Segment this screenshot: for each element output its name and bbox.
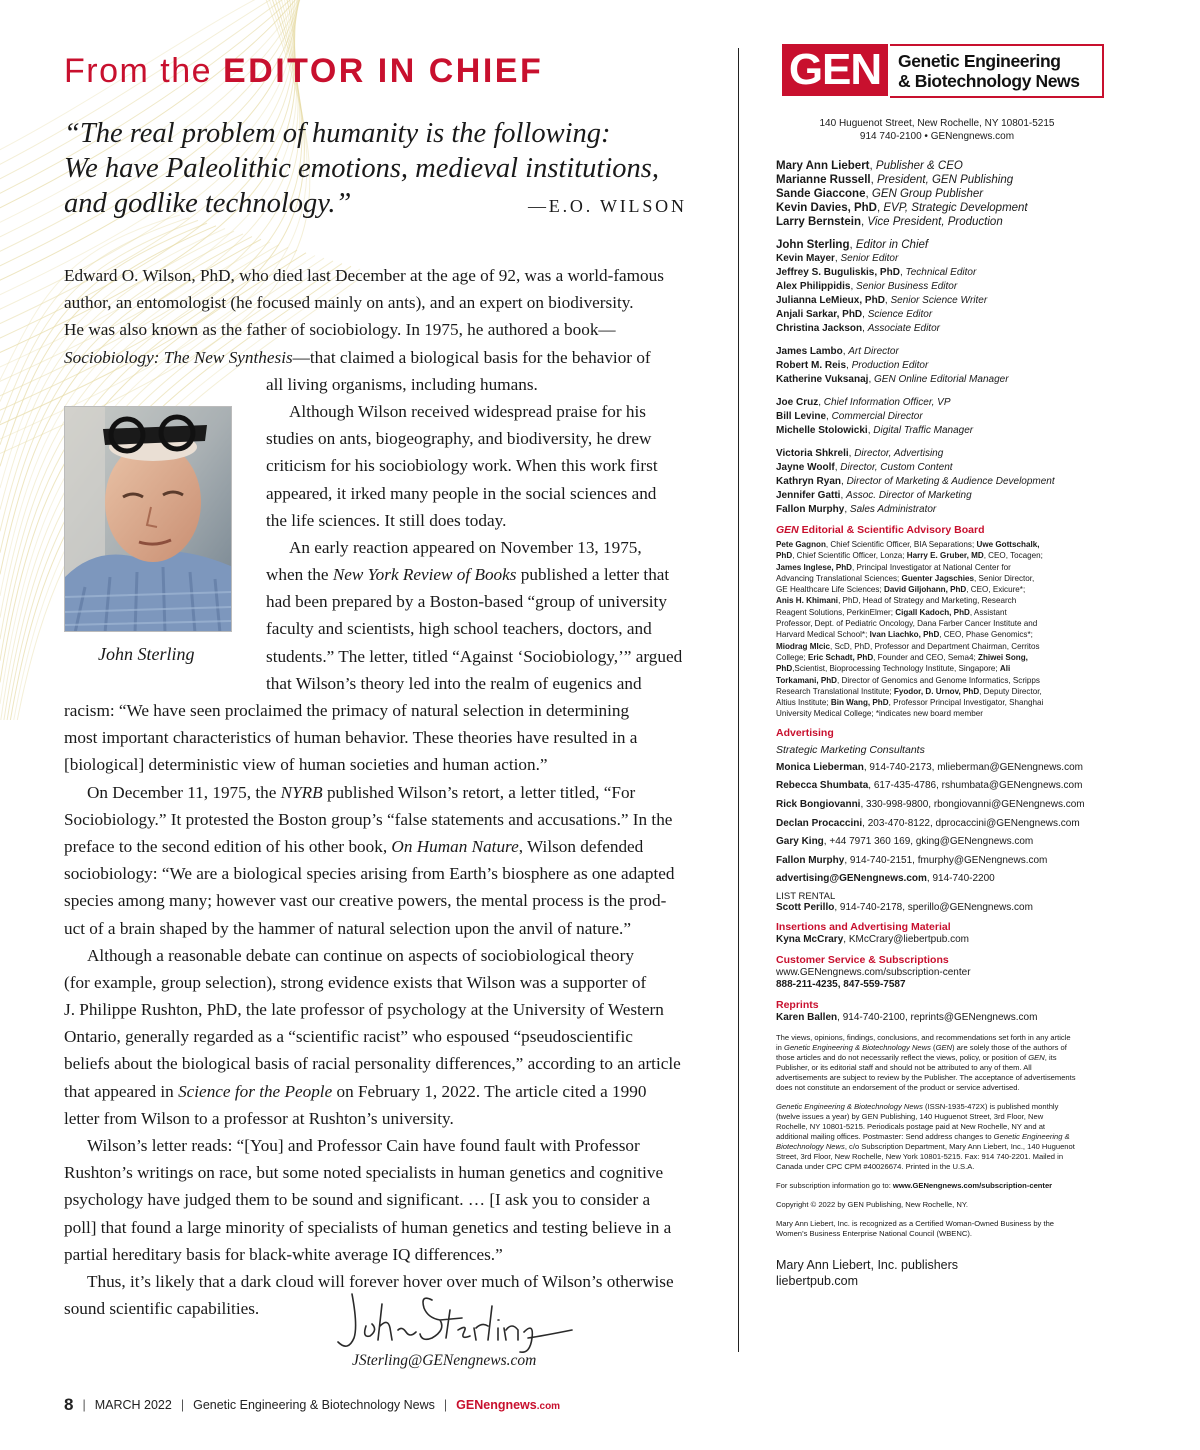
masthead-entry: Joe Cruz, Chief Information Officer, VP: [776, 397, 951, 408]
site-link-text: GENengnews: [456, 1398, 537, 1412]
heading-prefix: From the: [64, 52, 213, 90]
publication-title: Science for the People: [178, 1081, 333, 1101]
heading-gen: GEN: [776, 524, 799, 536]
logo-line: Genetic Engineering: [898, 51, 1061, 71]
member-desc: ,Scientist, Bioprocessing Technology Institute, Singapore;: [792, 664, 1000, 674]
person-role: Science Editor: [867, 309, 933, 320]
advisory-board-list: [776, 539, 1044, 720]
person-role: Senior Science Writer: [890, 295, 988, 306]
member-name: Eric Schadt, PhD: [807, 652, 874, 662]
contact-name: Monica Lieberman: [776, 761, 864, 773]
article-line: Edward O. Wilson, PhD, who died last December at the age of 92, was a world-famous: [64, 266, 664, 285]
fine-italic: Genetic Engineering & Biotechnology News: [776, 1101, 923, 1111]
publisher-name: Mary Ann Liebert, Inc. publishers: [776, 1257, 959, 1272]
contact-name: Kyna McCrary: [776, 934, 844, 946]
member-name: Fyodor, D. Urnov, PhD: [893, 686, 980, 696]
member-name: David Giljohann, PhD: [883, 585, 967, 595]
subscription-url: www.GENengnews.com/subscription-center: [776, 966, 971, 978]
author-photo: [64, 406, 232, 632]
article-text: that appeared in: [64, 1081, 179, 1101]
person-role: Senior Business Editor: [856, 281, 958, 292]
advisory-board-heading: [776, 524, 1132, 537]
contact-info: , 914-740-2200: [926, 873, 995, 885]
fine-text: The views, opinions, findings, conclusions, and recommendations set forth in any article in: [776, 1032, 1071, 1052]
masthead-entry: Michelle Stolowicki, Digital Traffic Manager: [776, 425, 974, 436]
article-line: letter from Wilson to a professor at Rushton’s university.: [64, 1108, 454, 1128]
member-desc: , Professor Principal Investigator, Shanghai University Medical College; *indicates new board member: [776, 698, 1044, 719]
publisher-address: [776, 118, 1098, 143]
person-name: Michelle Stolowicki: [776, 425, 868, 436]
disclaimer: [776, 1033, 1076, 1093]
masthead-entry: Katherine Vuksanaj, GEN Online Editorial Manager: [776, 374, 1009, 385]
person-role: Publisher & CEO: [875, 160, 963, 172]
person-role: Digital Traffic Manager: [873, 425, 974, 436]
article-line: criticism for his sociobiology work. When this work first: [266, 456, 658, 476]
article-line: students.” The letter, titled “Against ‘Sociobiology,’” argued: [266, 646, 683, 666]
article-line: [biological] deterministic view of human societies and human action.”: [64, 755, 548, 775]
issue-date: MARCH 2022: [94, 1398, 172, 1412]
contact-info: , 330-998-9800, rbongiovanni@GENengnews.com: [860, 798, 1085, 810]
article-line: had been prepared by a Boston-based “group of university: [266, 592, 667, 612]
article-line: sociobiology: “We are a biological species arising from Earth’s biosphere as one adapted: [64, 864, 675, 884]
article-line: faculty and scientists, high school teachers, doctors, and: [266, 619, 652, 639]
masthead-entry: John Sterling, Editor in Chief: [776, 239, 929, 251]
masthead-entry: Kathryn Ryan, Director of Marketing & Audience Development: [776, 476, 1055, 487]
article-text: on February 1, 2022. The article cited a 1990: [332, 1081, 647, 1101]
page-footer: [64, 1395, 560, 1415]
article-line: [64, 1078, 714, 1105]
person-role: Production Editor: [851, 360, 929, 371]
person-role: Assoc. Director of Marketing: [846, 490, 972, 501]
member-desc: , CEO, Exicure*;: [966, 585, 1026, 595]
person-name: Anjali Sarkar, PhD: [776, 309, 863, 320]
person-name: Kevin Mayer: [776, 253, 835, 264]
member-desc: , Chief Scientific Officer, Lonza;: [792, 551, 907, 561]
member-name: Cigall Kadoch, PhD: [895, 607, 970, 617]
masthead-entry: Christina Jackson, Associate Editor: [776, 323, 940, 334]
masthead-entry: Victoria Shkreli, Director, Advertising: [776, 448, 944, 459]
author-portrait-illustration: [65, 407, 232, 632]
article-line: the life sciences. It still does today.: [266, 510, 507, 530]
address-line: 914 740-2100 • GENengnews.com: [859, 130, 1015, 142]
contact-name: Rick Bongiovanni: [776, 798, 861, 810]
person-role: Director of Marketing & Audience Development: [846, 476, 1055, 487]
masthead-entry: Anjali Sarkar, PhD, Science Editor: [776, 309, 933, 320]
contact-name: Gary King: [776, 836, 824, 848]
advertising-heading: Advertising: [776, 726, 834, 739]
member-name: Guenter Jagschies: [901, 573, 974, 583]
fine-text: (ISSN-1935-472X) is published monthly (twelve issues a year) by GEN Publishing, 140 Huguenot Street, 3rd Floor, New Rochelle, NY 10801-5215. Periodicals postage paid at New Rochelle, NY and at additional mailing offices. Postmaster: Send address changes to: [776, 1101, 1059, 1141]
person-role: Senior Editor: [840, 253, 899, 264]
publisher-site[interactable]: liebertpub.com: [776, 1273, 858, 1288]
contact-name: Karen Ballen: [776, 1011, 838, 1023]
fine-italic: Genetic Engineering & Biotechnology News: [784, 1042, 931, 1052]
list-rental-label: LIST RENTAL: [776, 890, 836, 902]
masthead-entry: Jayne Woolf, Director, Custom Content: [776, 462, 953, 473]
contact-info: , KMcCrary@liebertpub.com: [843, 934, 970, 946]
person-name: Marianne Russell: [776, 174, 871, 186]
member-desc: , Founder and CEO, Sema4;: [873, 652, 978, 662]
ad-contact: [776, 818, 1132, 831]
ad-contact: [776, 799, 1132, 812]
masthead-group-production: [776, 345, 1132, 387]
fine-italic: GEN: [935, 1042, 953, 1052]
masthead-entry: Marianne Russell, President, GEN Publishing: [776, 174, 1014, 186]
person-name: Christina Jackson: [776, 323, 863, 334]
contact-info: , 914-740-2151, fmurphy@GENengnews.com: [844, 854, 1048, 866]
article-line: that Wilson’s theory led into the realm of eugenics and: [266, 673, 642, 693]
site-link-suffix: .com: [536, 1401, 561, 1412]
contact-info: , 203-470-8122, dprocaccini@GENengnews.com: [862, 817, 1080, 829]
article-line: (for example, group selection), strong evidence exists that Wilson was a supporter of: [64, 972, 647, 992]
contact-name: Fallon Murphy: [776, 854, 845, 866]
publication-title: New York Review of Books: [332, 565, 517, 585]
person-role: Director, Custom Content: [840, 462, 953, 473]
article-text: when the: [266, 565, 333, 585]
member-desc: , CEO, Phase Genomics*;: [939, 630, 1033, 640]
logo-wordmark: [890, 44, 1104, 98]
person-role: Commercial Director: [831, 411, 923, 422]
person-name: Alex Philippidis: [776, 281, 851, 292]
editor-email: JSterling@GENengnews.com: [352, 1352, 537, 1369]
masthead-entry: Alex Philippidis, Senior Business Editor: [776, 281, 958, 292]
footer-separator: |: [443, 1398, 448, 1412]
person-role: GEN Online Editorial Manager: [874, 374, 1009, 385]
fine-italic: GEN: [1028, 1052, 1045, 1062]
fine-italic: Genetic Engineering & Biotechnology News: [776, 1131, 1070, 1151]
article-text: published Wilson’s retort, a letter titled, “For: [322, 782, 636, 802]
person-role: EVP, Strategic Development: [883, 202, 1028, 214]
footer-separator: |: [82, 1398, 86, 1412]
masthead-entry: Robert M. Reis, Production Editor: [776, 360, 929, 371]
address-line: 140 Huguenot Street, New Rochelle, NY 10801-5215: [819, 118, 1055, 129]
member-name: Zhiwei Song, PhD: [776, 652, 1028, 674]
masthead-entry: Sande Giaccone, GEN Group Publisher: [776, 188, 984, 200]
person-name: James Lambo: [776, 346, 843, 357]
gen-logo: [782, 44, 1104, 96]
person-role: Sales Administrator: [849, 504, 937, 515]
person-name: Joe Cruz: [776, 397, 819, 408]
member-name: Pete Gagnon: [776, 540, 826, 549]
masthead-entry: Mary Ann Liebert, Publisher & CEO: [776, 160, 963, 172]
masthead-entry: James Lambo, Art Director: [776, 346, 899, 357]
article-text: published a letter that: [516, 565, 670, 585]
person-name: Mary Ann Liebert: [776, 160, 870, 172]
masthead-group-marketing: [776, 447, 1132, 517]
article-line: most important characteristics of human behavior. These theories have resulted in a: [64, 728, 638, 748]
article-line: racism: “We have seen proclaimed the primacy of natural selection in determining: [64, 701, 630, 720]
article-line: beliefs about the biological basis of racial personality differences,” according to an article: [64, 1054, 681, 1074]
article-text: —that claimed a biological basis for the behavior of: [292, 347, 651, 367]
masthead-entry: Jennifer Gatti, Assoc. Director of Marketing: [776, 490, 972, 501]
member-name: Ali Torkamani, PhD: [776, 664, 1011, 685]
article-line: Sociobiology.” It protested the Boston group’s “false statements and accusations.” In the: [64, 809, 673, 829]
ad-contact: [776, 780, 1132, 793]
contact-name: Scott Perillo: [776, 901, 835, 913]
person-name: Kathryn Ryan: [776, 476, 842, 487]
masthead-entry: Kevin Mayer, Senior Editor: [776, 253, 899, 264]
footer-separator: |: [180, 1398, 185, 1412]
person-role: Vice President, Production: [867, 216, 1003, 228]
advertising-subheading: Strategic Marketing Consultants: [776, 743, 925, 756]
article-line: sound scientific capabilities.: [64, 1299, 260, 1319]
member-name: Miodrag MIcic: [776, 641, 830, 651]
person-role: Editor in Chief: [855, 239, 929, 251]
heading-text: Editorial & Scientific Advisory Board: [798, 524, 985, 536]
epigraph-line: and godlike technology.”: [64, 188, 352, 219]
article-line: all living organisms, including humans.: [266, 374, 538, 394]
contact-name: advertising@GENengnews.com: [776, 873, 927, 885]
person-name: Larry Bernstein: [776, 216, 862, 228]
article-line: psychology have judged them to be sound and significant. … [I ask you to consider a: [64, 1190, 651, 1210]
article-line: poll] that found a large minority of specialists of human genetics and testing believe in a: [64, 1217, 672, 1237]
reprints-contact: [776, 1012, 1132, 1024]
contact-name: Declan Procaccini: [776, 817, 863, 829]
member-desc: , Principal Investigator at National Center for Advancing Translational Sciences;: [776, 562, 1011, 583]
member-name: Bin Wang, PhD: [830, 698, 889, 708]
contact-info: , 914-740-2178, sperillo@GENengnews.com: [834, 901, 1033, 913]
site-link[interactable]: [456, 1398, 560, 1412]
article-line: Although Wilson received widespread praise for his: [289, 401, 646, 421]
subscription-info: [776, 1181, 1076, 1191]
article-line: He was also known as the father of sociobiology. In 1975, he authored a book—: [64, 320, 616, 340]
masthead-entry: Larry Bernstein, Vice President, Production: [776, 216, 1003, 228]
person-name: Katherine Vuksanaj: [776, 374, 869, 385]
article-line: appeared, it irked many people in the social sciences and: [266, 483, 657, 503]
masthead-group-editorial: [776, 238, 1132, 336]
masthead-group-executives: [776, 159, 1132, 229]
column-divider: [738, 48, 739, 1352]
fine-text: For subscription information go to:: [776, 1180, 893, 1190]
contact-info: , 914-740-2173, mlieberman@GENengnews.com: [863, 761, 1083, 773]
masthead-entry: Jeffrey S. Buguliskis, PhD, Technical Editor: [776, 267, 977, 278]
person-name: Kevin Davies, PhD: [776, 202, 877, 214]
person-role: GEN Group Publisher: [871, 188, 984, 200]
article-line: Ontario, generally regarded as a “scientific racist” who espoused “pseudoscientific: [64, 1027, 633, 1047]
publication-title: NYRB: [280, 782, 323, 802]
heading-emphasis: EDITOR IN CHIEF: [223, 52, 544, 90]
customer-service-phones: [776, 979, 1132, 991]
person-role: Technical Editor: [905, 267, 977, 278]
member-desc: , Deputy Director, Altius Institute;: [776, 686, 1042, 708]
masthead-entry: Fallon Murphy, Sales Administrator: [776, 504, 937, 515]
person-role: Associate Editor: [867, 323, 940, 334]
masthead-entry: Kevin Davies, PhD, EVP, Strategic Development: [776, 202, 1028, 214]
ad-contact: [776, 762, 1132, 775]
ad-contact: [776, 873, 1132, 886]
article-text: , Wilson defended: [518, 836, 644, 856]
book-title: On Human Nature: [391, 836, 519, 856]
article-text: On December 11, 1975, the: [87, 782, 281, 802]
contact-info: , +44 7971 360 169, gking@GENengnews.com: [823, 836, 1034, 848]
article-line: partial hereditary basis for black-white average IQ differences.”: [64, 1244, 503, 1264]
insertions-heading: Insertions and Advertising Material: [776, 921, 951, 934]
masthead-entry: Julianna LeMieux, PhD, Senior Science Writer: [776, 295, 988, 306]
article-text: preface to the second edition of his other book,: [64, 836, 392, 856]
subscription-link[interactable]: www.GENengnews.com/subscription-center: [892, 1180, 1053, 1190]
member-desc: , Director of Genomics and Genome Informatics, Scripps Research Translational Institute;: [776, 675, 1040, 696]
fine-text: , its Publisher, or its editorial staff and should not be attributed to any of them. All advertisements are subject to review by the Publisher. The acceptance of advertisements does not constitute an endorsement of the product or service advertised.: [776, 1052, 1076, 1092]
epigraph-line: We have Paleolithic emotions, medieval institutions,: [64, 153, 659, 184]
logo-mark: GEN: [782, 44, 888, 96]
contact-info: , 914-740-2100, reprints@GENengnews.com: [837, 1011, 1038, 1023]
member-desc: , Chief Scientific Officer, BIA Separations;: [825, 540, 977, 549]
article-line: uct of a brain shaped by the hammer of natural selection upon the anvil of nature.”: [64, 918, 631, 938]
ad-contact: [776, 836, 1132, 849]
member-desc: , CEO, Tocagen;: [983, 551, 1043, 561]
phone-numbers: 888-211-4235, 847-559-7587: [776, 979, 906, 991]
logo-line: & Biotechnology News: [898, 71, 1080, 91]
person-name: John Sterling: [776, 239, 850, 251]
article-line: Rushton’s writings on race, but some noted specialists in human genetics and cognitive: [64, 1163, 664, 1183]
fine-text: , c/o Subscription Department, Mary Ann Liebert, Inc., 140 Huguenot Street, 3rd Floor, New Rochelle, New York 10801-5215. Fax: 914 740-2201. Mailed in Canada under CPC CPM #40026674. Printed in the U.S.A.: [776, 1141, 1075, 1171]
person-name: Robert M. Reis: [776, 360, 847, 371]
member-name: Uwe Gottschalk, PhD: [776, 540, 1040, 561]
masthead-group-digital: [776, 396, 1132, 438]
member-desc: , PhD, Head of Strategy and Marketing, Research Reagent Solutions, PerkinElmer;: [776, 596, 1017, 617]
member-desc: , ScD, PhD, Professor and Department Chairman, Cerritos College;: [776, 641, 1040, 662]
person-name: Jayne Woolf: [776, 462, 835, 473]
contact-name: Rebecca Shumbata: [776, 780, 869, 792]
masthead-sidebar: [776, 44, 1132, 1289]
person-role: President, GEN Publishing: [876, 174, 1014, 186]
person-name: Sande Giaccone: [776, 188, 866, 200]
article-line: Although a reasonable debate can continue on aspects of sociobiological theory: [87, 945, 634, 965]
member-name: Ivan Liachko, PhD: [869, 630, 940, 640]
member-name: Anis H. Khimani: [776, 596, 839, 606]
customer-service-heading: Customer Service & Subscriptions: [776, 953, 949, 966]
insertions-contact: [776, 934, 1132, 946]
article-line: author, an entomologist (he focused mainly on ants), and an expert on biodiversity.: [64, 293, 634, 313]
article-line: [64, 833, 714, 860]
contact-info: , 617-435-4786, rshumbata@GENengnews.com: [868, 780, 1083, 792]
article-line: studies on ants, biogeography, and biodiversity, he drew: [266, 429, 652, 449]
person-name: Julianna LeMieux, PhD: [776, 295, 885, 306]
publisher-credit: [776, 1257, 1132, 1289]
publication-statement: [776, 1102, 1076, 1172]
article-line: An early reaction appeared on November 13, 1975,: [289, 537, 642, 557]
ad-contact: [776, 855, 1132, 868]
person-role: Art Director: [848, 346, 899, 357]
epigraph-line: “The real problem of humanity is the following:: [64, 118, 611, 149]
member-name: Harry E. Gruber, MD: [906, 551, 984, 561]
article-line: Wilson’s letter reads: “[You] and Professor Cain have found fault with Professor: [87, 1136, 640, 1155]
fine-text: (: [930, 1042, 936, 1052]
article-line: [64, 779, 714, 806]
page-number: 8: [64, 1395, 74, 1414]
article-line: [64, 344, 714, 371]
person-name: Victoria Shkreli: [776, 448, 849, 459]
person-role: Chief Information Officer, VP: [823, 397, 951, 408]
member-desc: , Assistant Professor, Dept. of Pediatric Oncology, Dana Farber Cancer Institute and Harvard Medical School*;: [776, 607, 1038, 640]
person-name: Jeffrey S. Buguliskis, PhD: [776, 267, 900, 278]
member-name: James Inglese, PhD: [776, 562, 853, 572]
epigraph-author: —E.O. WILSON: [528, 196, 687, 216]
book-title: Sociobiology: The New Synthesis: [64, 347, 293, 367]
wbenc-statement: Mary Ann Liebert, Inc. is recognized as a Certified Woman-Owned Business by the Women’s Business Enterprise National Council (WBENC).: [776, 1218, 1055, 1238]
masthead-entry: Bill Levine, Commercial Director: [776, 411, 923, 422]
person-name: Jennifer Gatti: [776, 490, 841, 501]
person-name: Fallon Murphy: [776, 504, 845, 515]
handwritten-signature: [332, 1286, 582, 1356]
reprints-heading: Reprints: [776, 998, 819, 1011]
page-heading: [64, 52, 543, 91]
article-line: J. Philippe Rushton, PhD, the late professor of psychology at the University of Western: [64, 1000, 664, 1020]
copyright: Copyright © 2022 by GEN Publishing, New Rochelle, NY.: [776, 1199, 969, 1209]
article-line: Thus, it’s likely that a dark cloud will forever hover over much of Wilson’s otherwise: [87, 1271, 674, 1291]
list-rental-contact: [776, 902, 1132, 914]
publication-name: Genetic Engineering & Biotechnology News: [193, 1398, 435, 1412]
member-desc: , Senior Director, GE Healthcare Life Sciences;: [776, 573, 1035, 595]
person-name: Bill Levine: [776, 411, 827, 422]
fine-text: ) are solely those of the authors of those articles and do not necessarily reflect the views, policy, or position of: [776, 1042, 1067, 1062]
photo-caption: John Sterling: [98, 644, 195, 664]
article-line: species among many; however vast our creative powers, the mental process is the prod-: [64, 891, 667, 911]
person-role: Director, Advertising: [854, 448, 944, 459]
